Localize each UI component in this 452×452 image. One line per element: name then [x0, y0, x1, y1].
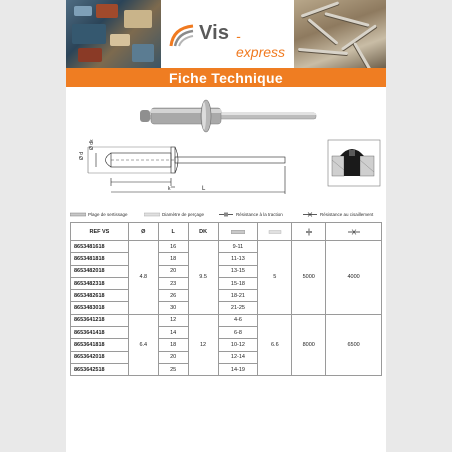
- drill-cell: 5: [258, 241, 292, 315]
- ref-cell: 8653642518: [71, 363, 129, 375]
- grip-cell: 12-14: [218, 351, 258, 363]
- legend-shear: [302, 212, 373, 217]
- header-tensile: [292, 223, 326, 241]
- page-title: Fiche Technique: [169, 69, 283, 86]
- header-drill: [258, 223, 292, 241]
- grip-cell: 10-12: [218, 339, 258, 351]
- rivet-drawing: [66, 90, 386, 210]
- ref-cell: 8653481618: [71, 241, 129, 253]
- logo-swoosh-icon: [169, 22, 195, 48]
- ref-cell: 8653641818: [71, 339, 129, 351]
- header-grip: [218, 223, 258, 241]
- length-cell: 23: [158, 277, 188, 289]
- legend-grip-label: Plage de sertissage: [88, 212, 128, 217]
- ref-cell: 8653482318: [71, 277, 129, 289]
- diameter-cell: 4.8: [128, 241, 158, 315]
- vis-express-logo: [169, 20, 289, 60]
- shear-cell: 6500: [326, 314, 382, 375]
- shear-strength-icon: [302, 212, 318, 217]
- table-row: [71, 314, 382, 326]
- header: [66, 0, 386, 86]
- ref-cell: 8653481818: [71, 253, 129, 265]
- legend-tensile-label: Résistance à la traction: [236, 212, 283, 217]
- length-cell: 12: [158, 314, 188, 326]
- grip-cell: 14-19: [218, 363, 258, 375]
- length-cell: 14: [158, 327, 188, 339]
- logo-accent-text: -express: [236, 28, 286, 60]
- technical-sheet-page: [66, 0, 386, 452]
- diameter-cell: 6.4: [128, 314, 158, 375]
- legend-drill-label: Diamètre de perçage: [162, 212, 205, 217]
- length-cell: 16: [158, 241, 188, 253]
- length-cell: 30: [158, 302, 188, 314]
- tools-photo: [66, 0, 161, 68]
- grip-cell: 21-25: [218, 302, 258, 314]
- legend-tensile: [218, 212, 283, 217]
- grip-cell: 11-13: [218, 253, 258, 265]
- table-body: [71, 241, 382, 376]
- ref-cell: 8653483018: [71, 302, 129, 314]
- tensile-cell: 8000: [292, 314, 326, 375]
- table-row: [71, 241, 382, 253]
- ref-cell: 8653641218: [71, 314, 129, 326]
- grip-cell: 15-18: [218, 277, 258, 289]
- length-cell: 20: [158, 265, 188, 277]
- grip-cell: 4-6: [218, 314, 258, 326]
- header-shear: [326, 223, 382, 241]
- drill-diameter-icon: [268, 228, 282, 236]
- shear-strength-icon: [347, 228, 361, 236]
- length-cell: 18: [158, 339, 188, 351]
- ref-cell: 8653642018: [71, 351, 129, 363]
- length-cell: 20: [158, 351, 188, 363]
- rivet-photo: [140, 100, 316, 132]
- legend-drill: [144, 212, 204, 217]
- legend: [70, 210, 386, 222]
- rivet-section-detail: [328, 140, 380, 186]
- drill-cell: 6.6: [258, 314, 292, 375]
- legend-grip: [70, 212, 128, 217]
- length-cell: 18: [158, 253, 188, 265]
- length-cell: 25: [158, 363, 188, 375]
- ref-cell: 8653641418: [71, 327, 129, 339]
- length-l-label: L: [202, 186, 206, 192]
- drill-diameter-icon: [144, 212, 160, 217]
- grip-range-icon: [231, 228, 245, 236]
- tensile-cell: 5000: [292, 241, 326, 315]
- length-cell: 26: [158, 290, 188, 302]
- grip-cell: 9-11: [218, 241, 258, 253]
- shear-cell: 4000: [326, 241, 382, 315]
- ref-cell: 8653482018: [71, 265, 129, 277]
- legend-shear-label: Résistance au cisaillement: [320, 212, 374, 217]
- head-k-label: k: [168, 186, 171, 192]
- specification-table: [70, 222, 382, 376]
- header-diameter: Ø: [128, 223, 158, 241]
- grip-cell: 18-21: [218, 290, 258, 302]
- logo-main-text: Vis: [199, 22, 230, 44]
- dk-cell: 9.5: [188, 241, 218, 315]
- grip-range-icon: [70, 212, 86, 217]
- rivet-technical-drawing: [88, 147, 285, 194]
- tensile-strength-icon: [218, 212, 234, 217]
- dk-cell: 12: [188, 314, 218, 375]
- diameter-d-label: Ø d: [79, 151, 85, 160]
- diameter-dk-label: Ø dk: [89, 139, 95, 150]
- screws-photo: [294, 0, 386, 68]
- table-header-row: [71, 223, 382, 241]
- grip-cell: 6-8: [218, 327, 258, 339]
- header-length: L: [158, 223, 188, 241]
- tensile-strength-icon: [302, 228, 316, 236]
- header-ref: REF VS: [71, 223, 129, 241]
- ref-cell: 8653482618: [71, 290, 129, 302]
- header-dk: DK: [188, 223, 218, 241]
- title-banner: [66, 68, 386, 87]
- grip-cell: 13-15: [218, 265, 258, 277]
